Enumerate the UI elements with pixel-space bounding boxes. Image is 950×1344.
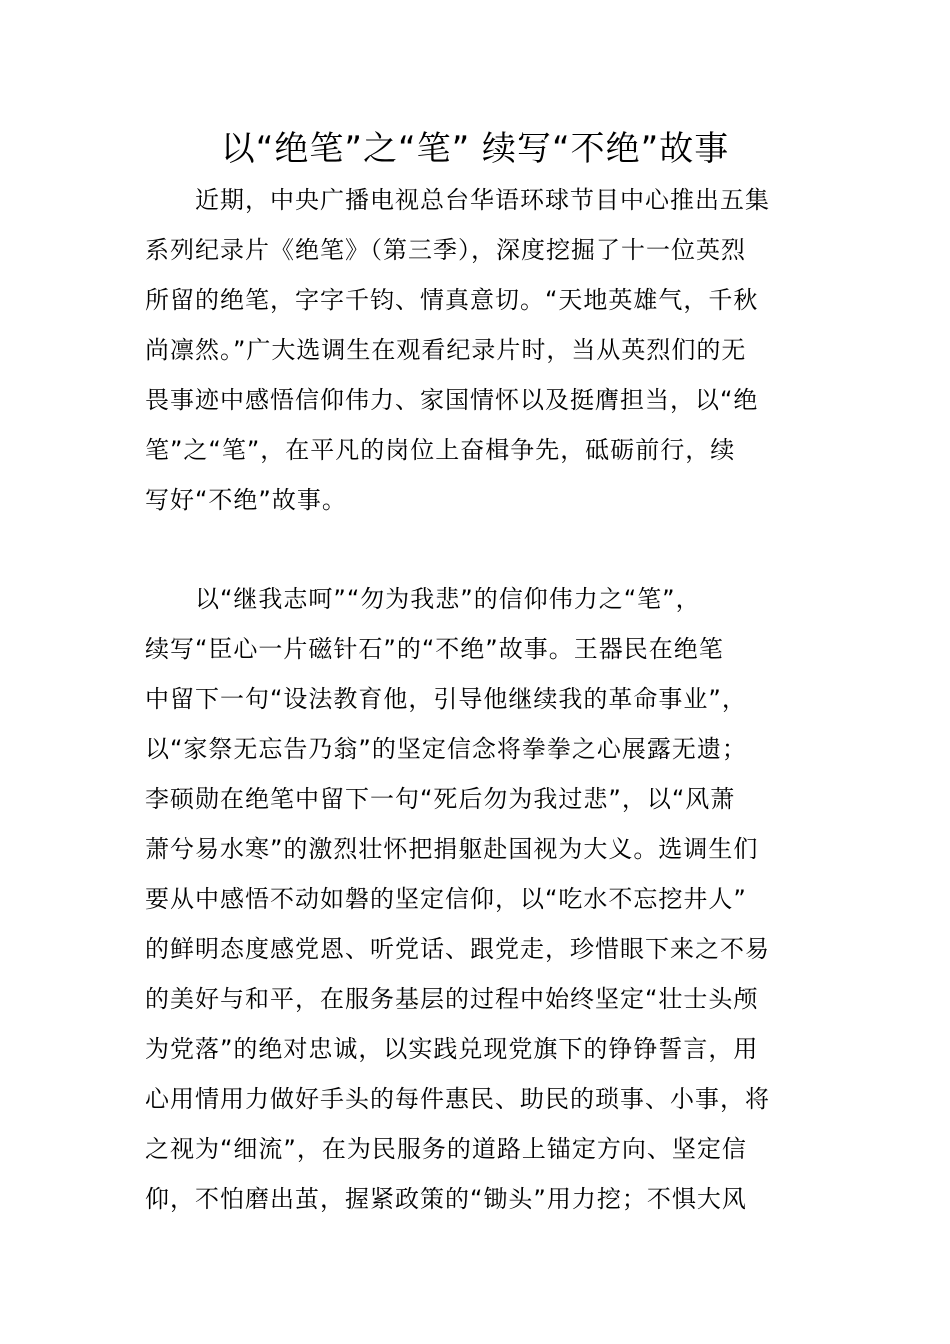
paragraph-line: 之视为“细流”，在为民服务的道路上锚定方向、坚定信 bbox=[145, 1135, 747, 1163]
paragraph-line: 萧兮易水寒”的激烈壮怀把捐躯赴国视为大义。选调生们 bbox=[145, 835, 759, 863]
paragraph-1 bbox=[145, 175, 810, 525]
paragraph-line: 要从中感悟不动如磐的坚定信仰，以“吃水不忘挖井人” bbox=[145, 885, 747, 913]
paragraph-line: 写好“不绝”故事。 bbox=[145, 486, 347, 514]
paragraph-line: 笔”之“笔”，在平凡的岗位上奋楫争先，砥砺前行，续 bbox=[145, 436, 736, 464]
paragraph-line: 以“继我志呵”“勿为我悲”的信仰伟力之“笔”， bbox=[195, 585, 701, 613]
paragraph-line: 续写“臣心一片磁针石”的“不绝”故事。王器民在绝笔 bbox=[145, 635, 724, 663]
paragraph-line: 近期，中央广播电视总台华语环球节目中心推出五集 bbox=[195, 186, 770, 214]
paragraph-line: 仰，不怕磨出茧，握紧政策的“锄头”用力挖；不惧大风 bbox=[145, 1185, 747, 1213]
paragraph-line: 中留下一句“设法教育他，引导他继续我的革命事业”， bbox=[145, 685, 747, 713]
document-title: 以“绝笔”之“笔” 续写“不绝”故事 bbox=[220, 129, 730, 169]
paragraph-line: 心用情用力做好手头的每件惠民、助民的琐事、小事，将 bbox=[145, 1085, 770, 1113]
paragraph-line: 的鲜明态度感党恩、听党话、跟党走，珍惜眼下来之不易 bbox=[145, 935, 770, 963]
paragraph-line: 以“家祭无忘告乃翁”的坚定信念将拳拳之心展露无遗； bbox=[145, 735, 747, 763]
paragraph-line: 李硕勋在绝笔中留下一句“死后勿为我过悲”，以“风萧 bbox=[145, 785, 736, 813]
paragraph-line: 所留的绝笔，字字千钧、情真意切。“天地英雄气，千秋 bbox=[145, 286, 759, 314]
paragraph-line: 系列纪录片《绝笔》（第三季），深度挖掘了十一位英烈 bbox=[145, 236, 746, 264]
paragraph-line: 畏事迹中感悟信仰伟力、家国情怀以及挺膺担当，以“绝 bbox=[145, 386, 759, 414]
paragraph-line: 的美好与和平，在服务基层的过程中始终坚定“壮士头颅 bbox=[145, 985, 759, 1013]
paragraph-line: 尚凛然。”广大选调生在观看纪录片时，当从英烈们的无 bbox=[145, 336, 747, 364]
paragraph-2 bbox=[145, 574, 810, 1224]
paragraph-line: 为党落”的绝对忠诚，以实践兑现党旗下的铮铮誓言，用 bbox=[145, 1035, 759, 1063]
